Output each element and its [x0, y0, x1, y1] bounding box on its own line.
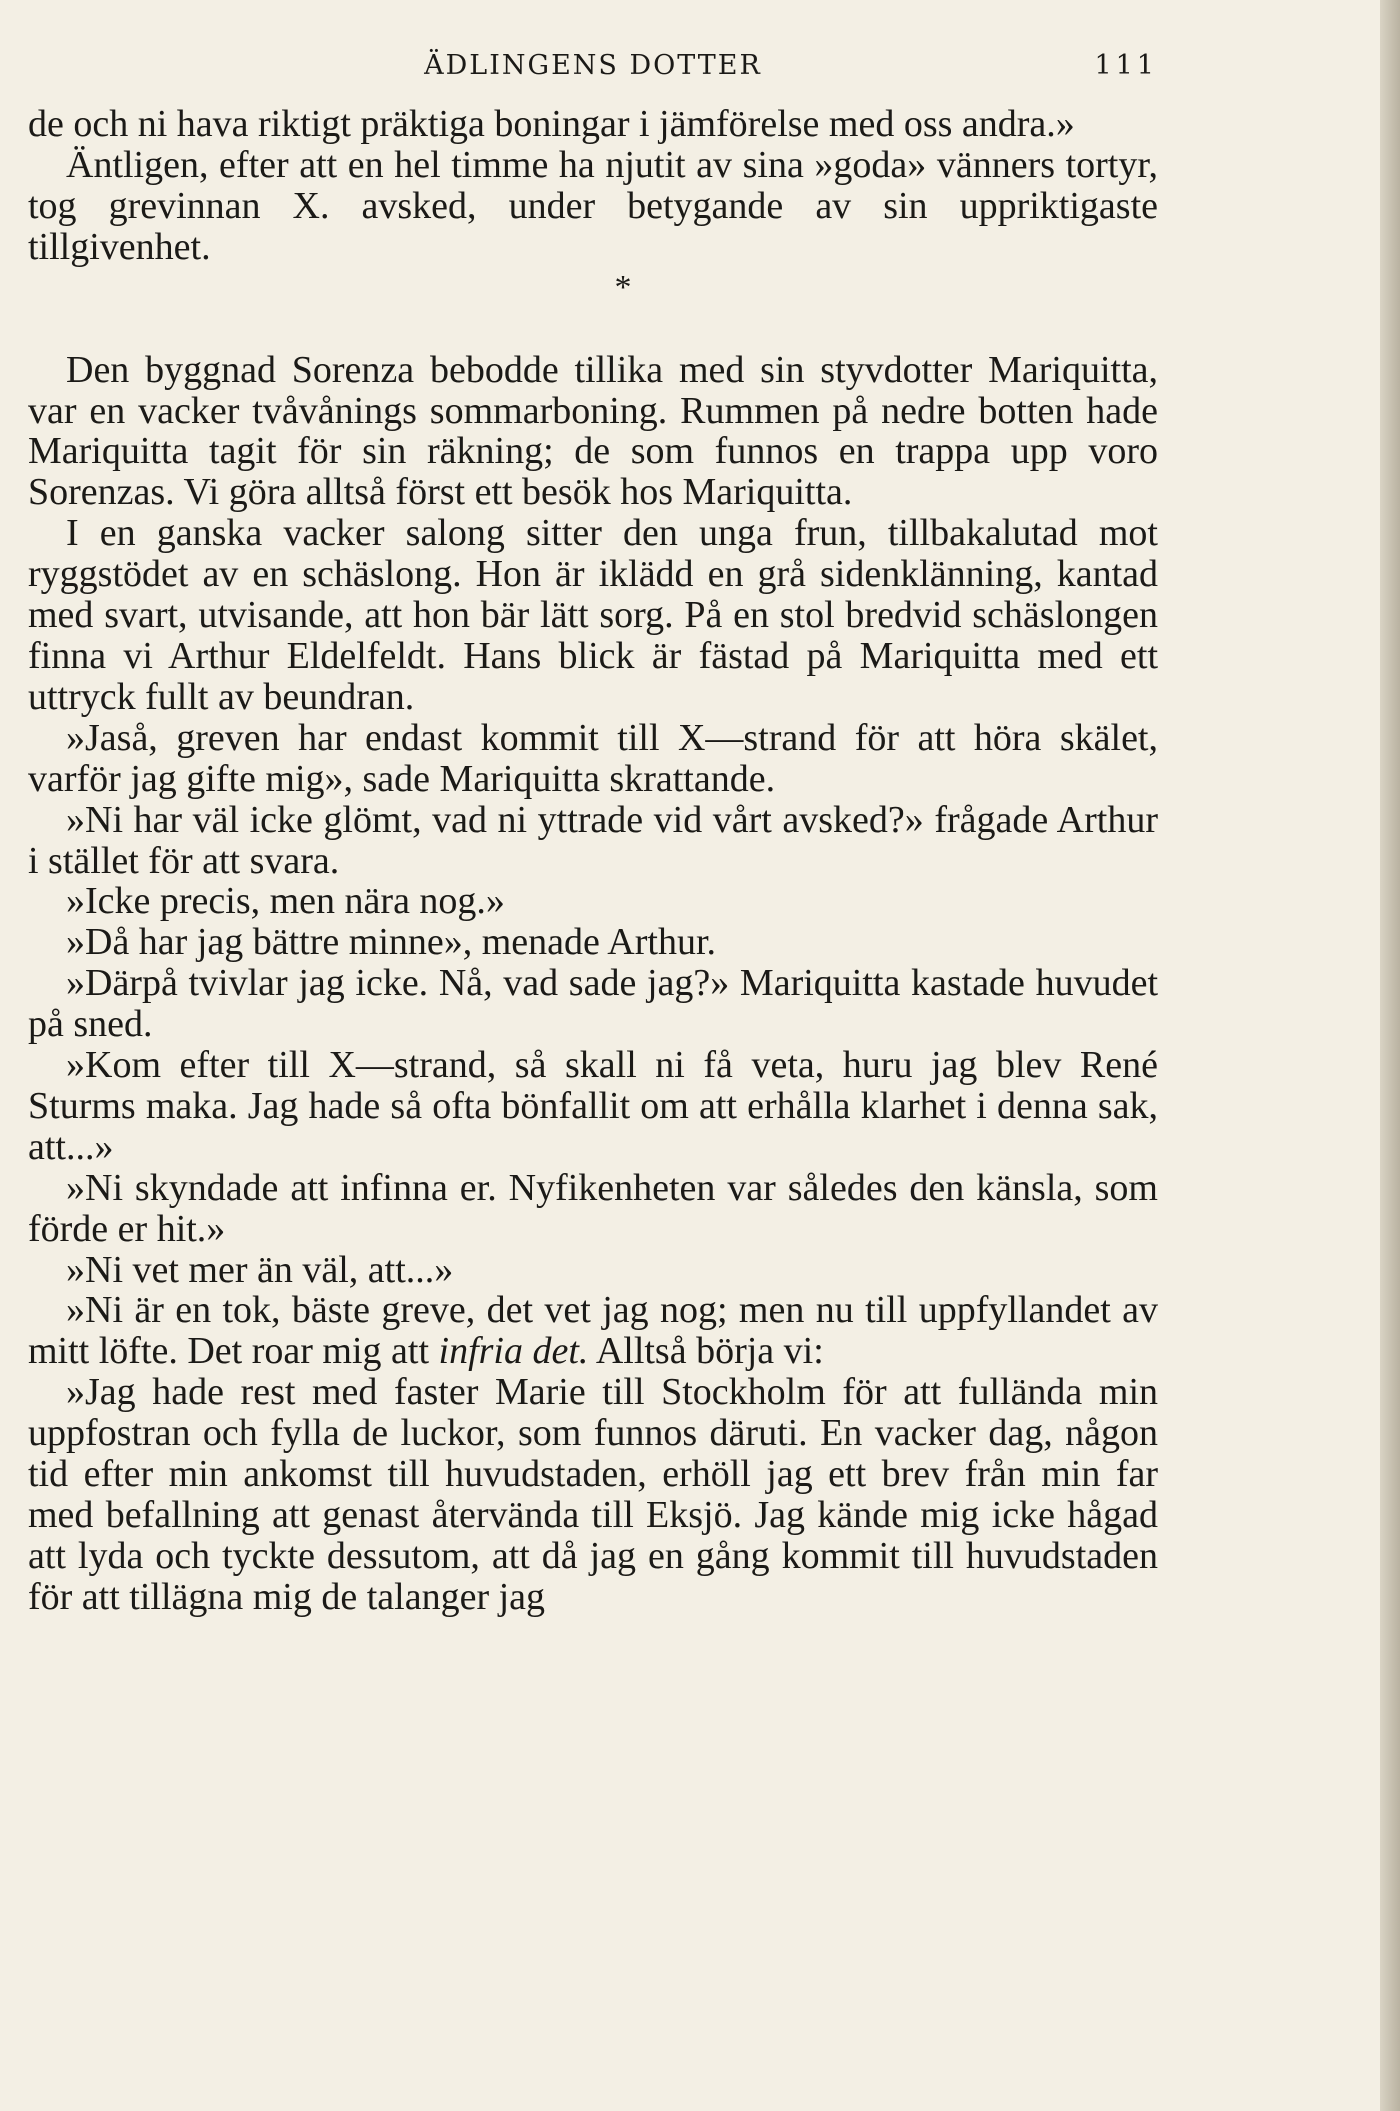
paragraph: Äntligen, efter att en hel timme ha njutit av sina »goda» vänners tortyr, tog grevinnan X. avsked, under betygande av sin uppriktigaste tillgivenhet.: [28, 143, 1158, 268]
body-text: [28, 104, 1158, 1618]
paragraph: [28, 1290, 1158, 1372]
paragraph-text: »Ni är en tok, bäste greve, det vet jag nog; men nu till uppfyllandet av mitt löfte. Det roar mig att: [28, 1289, 1158, 1373]
paragraph: I en ganska vacker salong sitter den unga frun, tillbakalutad mot ryggstödet av en schäslong. Hon är iklädd en grå sidenklänning, kantad med svart, utvisande, att hon bär lätt sorg. På en stol bredvid schäslongen finna vi Arthur Eldelfeldt. Hans blick är fästad på Mariquitta med ett uttryck fullt av beundran.: [28, 512, 1158, 718]
paragraph: »Icke precis, men nära nog.»: [66, 880, 505, 923]
paragraph: »Då har jag bättre minne», menade Arthur.: [66, 921, 717, 964]
scan-edge: [1380, 0, 1400, 2111]
paragraph: »Kom efter till X—strand, så skall ni få veta, huru jag blev René Sturms maka. Jag hade så ofta bönfallit om att erhålla klarhet i denna sak, att...»: [28, 1044, 1158, 1168]
paragraph: Den byggnad Sorenza bebodde tillika med sin styvdotter Mariquitta, var en vacker tvåvånings sommarboning. Rummen på nedre botten hade Mariquitta tagit för sin räkning; de som funnos en trappa upp voro Sorenzas. Vi göra alltså först ett besök hos Mariquitta.: [28, 348, 1158, 514]
section-separator: *: [614, 268, 632, 306]
page-header: [28, 50, 1158, 90]
paragraph-text: Alltså börja vi:: [595, 1330, 824, 1373]
italic-phrase: infria det.: [438, 1330, 589, 1373]
paragraph: »Jag hade rest med faster Marie till Stockholm för att fullända min uppfostran och fylla de luckor, som funnos däruti. En vacker dag, någon tid efter min ankomst till huvudstaden, erhöll jag ett brev från min far med befallning att genast återvända till Eksjö. Jag kände mig icke hågad att lyda och tyckte dessutom, att då jag en gång kommit till huvudstaden för att tillägna mig de talanger jag: [28, 1371, 1158, 1618]
paragraph: »Ni vet mer än väl, att...»: [66, 1248, 454, 1291]
paragraph: »Ni skyndade att infinna er. Nyfikenheten var således den känsla, som förde er hit.»: [28, 1166, 1158, 1250]
running-head: ÄDLINGENS DOTTER: [424, 50, 762, 81]
paragraph: »Ni har väl icke glömt, vad ni yttrade vid vårt avsked?» frågade Arthur i stället för att svara.: [28, 798, 1158, 882]
page-number: 111: [1094, 50, 1158, 81]
paragraph: de och ni hava riktigt präktiga boningar i jämförelse med oss andra.»: [28, 103, 1075, 145]
paragraph: »Jaså, greven har endast kommit till X—strand för att höra skälet, varför jag gifte mig», sade Mariquitta skrattande.: [28, 716, 1158, 800]
paragraph: »Därpå tvivlar jag icke. Nå, vad sade jag?» Mariquitta kastade huvudet på sned.: [28, 962, 1158, 1046]
